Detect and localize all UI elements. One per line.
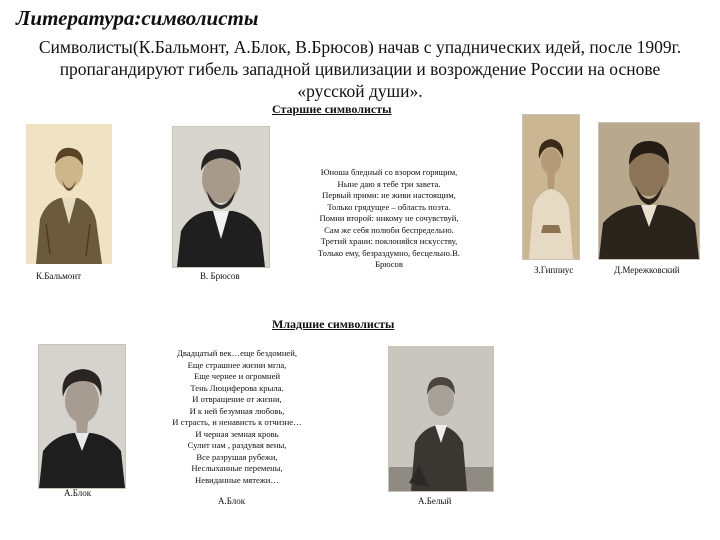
gippius-portrait bbox=[522, 114, 580, 260]
poem-line: Сам же себя полюби беспредельно. bbox=[324, 224, 454, 235]
bely-caption: А.Белый bbox=[418, 496, 452, 506]
poem-line: И к ней безумная любовь, bbox=[189, 405, 285, 416]
poem-line: Только ему, безраздумно, бесцельно.В. bbox=[318, 247, 460, 258]
poem-line: Брюсов bbox=[375, 259, 403, 269]
poem-line: Ныне даю я тебе три завета. bbox=[337, 178, 441, 189]
poem-line: Юноша бледный со взором горящим, bbox=[320, 167, 458, 177]
poem-line: И отвращение от жизни, bbox=[192, 394, 282, 404]
poem-line: Еще чернее и огромней bbox=[193, 371, 281, 381]
poem-line: Первый прими: не живи настоящим, bbox=[322, 190, 456, 200]
poem-line: Третий храни: поклоняйся искусству, bbox=[320, 236, 458, 246]
merezhkovsky-portrait bbox=[598, 122, 700, 260]
intro-text bbox=[4, 36, 716, 102]
intro-line-2: пропагандируют гибель западной цивилизации и возрождение России на основе bbox=[59, 59, 661, 79]
poem-line: Двадцатый век…еще бездомней, bbox=[177, 348, 297, 358]
poem-line: Тень Люциферова крыла. bbox=[190, 382, 284, 393]
balmont-portrait bbox=[26, 124, 112, 264]
poem-line: И черная земная кровь bbox=[195, 428, 279, 439]
bryusov-poem bbox=[298, 167, 480, 271]
poem-line: И страсть, и ненависть к отчизне… bbox=[172, 417, 302, 427]
bryusov-portrait bbox=[172, 126, 270, 268]
slide-title: Литература:символисты bbox=[16, 6, 259, 30]
intro-line-1: Символисты(К.Бальмонт, А.Блок, В.Брюсов) начав с упаднических идей, после 1909г. bbox=[38, 37, 682, 57]
gippius-caption: З.Гиппиус bbox=[534, 265, 574, 275]
blok-portrait bbox=[38, 344, 126, 489]
poem-line: Сулит нам , раздувая вены, bbox=[187, 440, 287, 450]
poem-line: Невиданные мятежи… bbox=[195, 474, 279, 485]
balmont-caption: К.Бальмонт bbox=[36, 271, 82, 281]
poem-line: Только грядущее – область поэта. bbox=[327, 201, 451, 212]
senior-heading: Старшие символисты bbox=[272, 102, 392, 116]
merezhkovsky-caption: Д.Мережковский bbox=[614, 265, 680, 275]
intro-line-3: «русской души». bbox=[297, 81, 423, 101]
blok-caption: А.Блок bbox=[64, 488, 92, 498]
poem-line: Неслыханные перемены, bbox=[191, 463, 283, 473]
poem-line: Еще страшнее жизни мгла, bbox=[187, 359, 287, 370]
poem-line: Все разрушая рубежи, bbox=[196, 451, 278, 462]
poem-line: Помни второй: никому не сочувствуй, bbox=[319, 213, 459, 223]
blok-poem-signature: А.Блок bbox=[218, 496, 246, 506]
blok-poem bbox=[155, 348, 319, 486]
bely-portrait bbox=[388, 346, 494, 492]
bryusov-caption: В. Брюсов bbox=[200, 271, 240, 281]
junior-heading: Младшие символисты bbox=[272, 317, 395, 331]
